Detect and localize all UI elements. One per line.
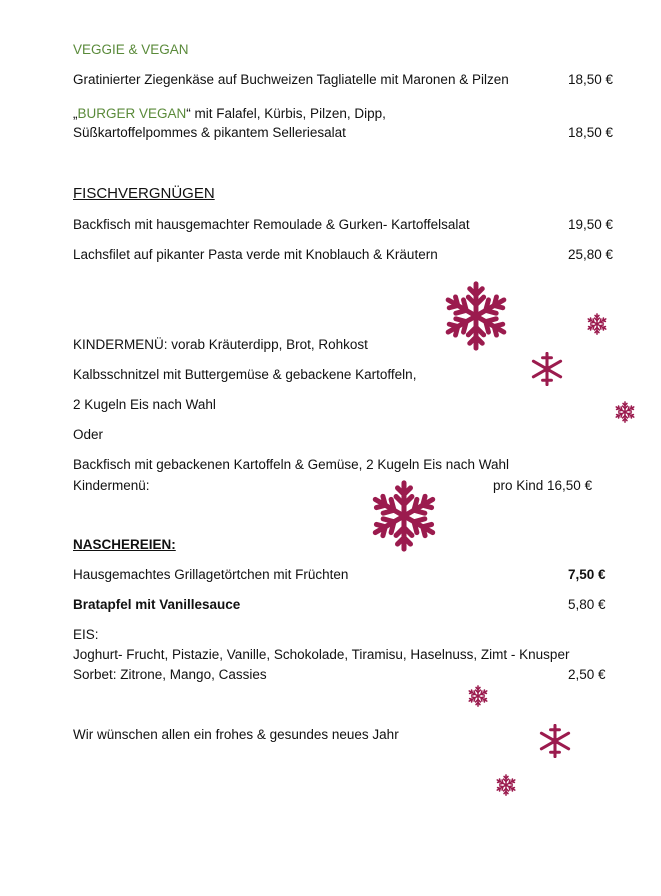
veggie-item-2-rest: “ mit Falafel, Kürbis, Pilzen, Dipp, bbox=[186, 106, 386, 121]
fisch-heading: FISCHVERGNÜGEN bbox=[73, 185, 215, 202]
quote-open: „ bbox=[73, 106, 78, 121]
nasch-item-1-price: 7,50 € bbox=[568, 567, 606, 582]
snowflake-icon bbox=[495, 774, 517, 796]
burger-vegan-label: BURGER VEGAN bbox=[77, 106, 187, 121]
nasch-heading: NASCHEREIEN: bbox=[73, 537, 176, 552]
veggie-item-2-line-1 bbox=[73, 105, 386, 123]
eis-line-2: Sorbet: Zitrone, Mango, Cassies bbox=[73, 667, 267, 682]
nasch-item-2-name: Bratapfel mit Vanillesauce bbox=[73, 597, 241, 612]
eis-label: EIS: bbox=[73, 627, 99, 642]
fisch-item-2-price: 25,80 € bbox=[568, 247, 614, 262]
fisch-item-2-name: Lachsfilet auf pikanter Pasta verde mit Knoblauch & Kräutern bbox=[73, 247, 438, 262]
veggie-item-1-name: Gratinierter Ziegenkäse auf Buchweizen Tagliatelle mit Maronen & Pilzen bbox=[73, 72, 509, 87]
kinder-line-2: 2 Kugeln Eis nach Wahl bbox=[73, 397, 216, 412]
snowflake-icon bbox=[368, 480, 440, 552]
veggie-item-2-line-2: Süßkartoffelpommes & pikantem Selleriesalat bbox=[73, 125, 346, 140]
kinder-label: Kindermenü: bbox=[73, 478, 150, 493]
fisch-item-1-name: Backfisch mit hausgemachter Remoulade & Gurken- Kartoffelsalat bbox=[73, 217, 470, 232]
nasch-item-2-price: 5,80 € bbox=[568, 597, 606, 612]
snowflake-icon bbox=[467, 685, 489, 707]
eis-price: 2,50 € bbox=[568, 667, 606, 682]
snowflake-icon bbox=[441, 281, 511, 351]
closing-message: Wir wünschen allen ein frohes & gesundes neues Jahr bbox=[73, 727, 399, 742]
kinder-price: pro Kind 16,50 € bbox=[493, 478, 593, 493]
veggie-item-1-price: 18,50 € bbox=[568, 72, 614, 87]
kinder-line-3: Oder bbox=[73, 427, 104, 442]
snowflake-icon bbox=[530, 352, 564, 386]
kinder-line-1: Kalbsschnitzel mit Buttergemüse & gebackene Kartoffeln, bbox=[73, 367, 417, 382]
veggie-item-2-price: 18,50 € bbox=[568, 125, 614, 140]
kinder-line-4: Backfisch mit gebackenen Kartoffeln & Gemüse, 2 Kugeln Eis nach Wahl bbox=[73, 457, 509, 472]
nasch-item-1-name: Hausgemachtes Grillagetörtchen mit Früchten bbox=[73, 567, 349, 582]
snowflake-icon bbox=[538, 724, 572, 758]
kinder-heading: KINDERMENÜ: vorab Kräuterdipp, Brot, Rohkost bbox=[73, 337, 368, 352]
eis-line-1: Joghurt- Frucht, Pistazie, Vanille, Schokolade, Tiramisu, Haselnuss, Zimt - Knusper bbox=[73, 647, 570, 662]
snowflake-icon bbox=[586, 313, 608, 335]
snowflake-icon bbox=[614, 401, 636, 423]
veggie-heading: VEGGIE & VEGAN bbox=[73, 42, 189, 57]
fisch-item-1-price: 19,50 € bbox=[568, 217, 614, 232]
